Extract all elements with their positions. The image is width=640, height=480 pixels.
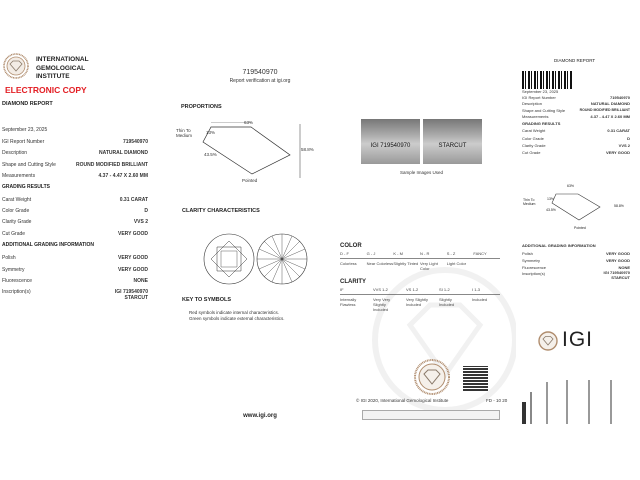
rp-label: Clarity Grade: [522, 143, 546, 148]
rp-row: [522, 258, 630, 263]
table-pct: 63%: [244, 120, 254, 125]
electronic-copy-label: ELECTRONIC COPY: [5, 85, 87, 95]
additional-value: NONE: [133, 278, 148, 284]
clarity-desc: Internally Flawless: [340, 297, 357, 307]
proportions-diagram: [200, 122, 315, 184]
additional-row: [2, 267, 148, 273]
rp-row: [522, 251, 630, 256]
sample-image-label: IGI 719540970: [370, 143, 411, 149]
additional-label: Polish: [2, 255, 16, 261]
grading-row: [2, 197, 148, 203]
clarity-desc: Slightly Included: [439, 297, 455, 307]
field-value: 4.37 - 4.47 X 2.60 MM: [98, 173, 148, 179]
color-grades-row: [340, 251, 500, 256]
rp-table-pct: 63%: [567, 184, 575, 188]
field-row: [2, 162, 148, 168]
color-grade: S - Z: [446, 251, 456, 256]
culet-label: Pointed: [242, 178, 258, 183]
org-line: GEMOLOGICAL: [36, 64, 86, 72]
rp-value: NATURAL DIAMOND: [590, 101, 630, 106]
additional-value: VERY GOOD: [117, 267, 148, 273]
rp-girdle-label: Thin To Medium: [523, 198, 536, 206]
rp-date: [522, 89, 630, 94]
rp-crown-pct: 13%: [547, 197, 555, 201]
rp-heading-text: ADDITIONAL GRADING INFORMATION: [522, 243, 596, 248]
grading-row: [2, 231, 148, 237]
additional-info-heading: ADDITIONAL GRADING INFORMATION: [2, 242, 95, 248]
org-line: INTERNATIONAL: [36, 56, 89, 63]
sample-image-inscription: [361, 119, 420, 164]
org-name: [36, 56, 89, 82]
rp-additional-heading: [522, 243, 630, 248]
rp-value: VERY GOOD: [605, 251, 630, 256]
clarity-grade: SI 1-2: [439, 287, 450, 292]
pavilion-pct: 43.5%: [204, 152, 217, 157]
security-notice-bar: [362, 410, 500, 420]
inscription-value: [115, 289, 148, 301]
additional-label: Symmetry: [2, 267, 25, 273]
sample-images-caption: Sample Images Used: [399, 170, 444, 175]
org-line: INSTITUTE: [36, 73, 70, 80]
rp-value: 0.31 CARAT: [607, 128, 630, 133]
rp-value: VERY GOOD: [605, 258, 630, 263]
additional-row: [2, 289, 148, 301]
rp-row: [522, 101, 630, 106]
field-value: ROUND MODIFIED BRILLIANT: [76, 162, 148, 168]
additional-row: [2, 278, 148, 284]
depth-pct: 58.8%: [301, 147, 314, 152]
field-label: Description: [2, 150, 28, 156]
rp-row: [522, 143, 630, 148]
rp-inscription: STARCUT: [611, 274, 630, 280]
divider: [340, 258, 500, 259]
rp-depth-pct: 58.8%: [614, 204, 624, 208]
clarity-plot-pavilion-view: [256, 233, 308, 285]
rp-value: D: [627, 136, 630, 141]
clarity-desc: Very Slightly Included: [406, 297, 429, 307]
field-label: Shape and Cutting Style: [2, 162, 56, 168]
rotated-text-block: [588, 380, 590, 424]
additional-label: Fluorescence: [2, 278, 33, 284]
clarity-desc: Very Very Slightly Included: [373, 297, 391, 312]
report-date: [2, 127, 148, 133]
igi-seal-icon: [414, 359, 450, 395]
clarity-grade: I 1-3: [472, 287, 481, 292]
color-scale-heading: COLOR: [340, 243, 362, 249]
rp-label: Description: [522, 101, 543, 106]
color-grade: D - F: [340, 251, 349, 256]
rp-value: ROUND MODIFIED BRILLIANT: [579, 108, 630, 112]
rp-label: Shape and Cutting Style: [522, 108, 566, 113]
website-link[interactable]: www.igi.org: [243, 413, 277, 419]
key-line-green: Green symbols indicate external characteristics.: [189, 316, 285, 321]
rp-label: Inscription(s): [522, 271, 545, 276]
grading-label: Cut Grade: [2, 231, 26, 237]
rp-grading-heading: [522, 121, 630, 126]
proportions-heading: PROPORTIONS: [181, 104, 222, 110]
rp-rotated-summary: [522, 372, 630, 427]
rp-igi-brand: IGI: [562, 328, 594, 351]
crown-pct: 13%: [206, 130, 216, 135]
grading-value: 0.31 CARAT: [119, 197, 148, 203]
additional-label: Inscription(s): [2, 289, 31, 295]
color-desc: Near Colorless: [366, 261, 394, 266]
field-row: [2, 139, 148, 145]
rp-value: VVS 2: [618, 143, 630, 148]
grading-label: Carat Weight: [2, 197, 32, 203]
rp-proportions-diagram: [550, 192, 610, 224]
clarity-desc: Included: [472, 297, 488, 302]
additional-value: VERY GOOD: [117, 255, 148, 261]
field-label: IGI Report Number: [2, 139, 45, 145]
inscription-line: IGI 719540970: [114, 289, 148, 295]
color-desc: Slightly Tinted: [393, 261, 419, 266]
color-desc: Very Light Color: [420, 261, 438, 271]
color-grade: G - J: [366, 251, 376, 256]
rp-label: Fluorescence: [522, 265, 547, 270]
copyright-text: © IGI 2020, International Gemological Institute: [356, 398, 449, 403]
clarity-grade: VVS 1-2: [373, 287, 388, 292]
rp-row: [522, 128, 630, 133]
rp-heading-text: GRADING RESULTS: [522, 121, 561, 126]
grading-row: [2, 208, 148, 214]
form-code: FD - 10 20: [486, 398, 508, 403]
rp-label: Measurements: [522, 114, 549, 119]
rp-label: Symmetry: [522, 258, 540, 263]
report-number-heading: 719540970: [242, 69, 278, 76]
rp-label: IGI Report Number: [522, 95, 556, 100]
additional-row: [2, 255, 148, 261]
report-type-title: DIAMOND REPORT: [2, 101, 53, 107]
rotated-text-block: [566, 380, 568, 424]
rp-row: [522, 271, 630, 280]
rp-label: Carat Weight: [522, 128, 546, 133]
grading-value: VVS 2: [133, 219, 148, 225]
field-value: 719540970: [122, 139, 148, 145]
rp-row: [522, 150, 630, 155]
color-grade: FANCY: [473, 251, 487, 256]
right-panel-title: DIAMOND REPORT: [554, 58, 596, 63]
grading-label: Color Grade: [2, 208, 30, 214]
rp-igi-seal-icon: [538, 331, 558, 351]
rotated-text-block: [546, 382, 548, 424]
clarity-grade: IF: [340, 287, 344, 292]
field-row: [2, 150, 148, 156]
field-row: [2, 173, 148, 179]
clarity-characteristics-heading: CLARITY CHARACTERISTICS: [182, 208, 260, 214]
sample-image-label: STARCUT: [438, 143, 467, 149]
igi-seal-logo: [3, 53, 29, 79]
clarity-plot-crown-view: [203, 233, 255, 285]
key-line-red: Red symbols indicate internal characteristics.: [189, 310, 280, 315]
clarity-scale-heading: CLARITY: [340, 279, 366, 285]
rotated-text-block: [522, 402, 526, 424]
rp-value: VERY GOOD: [605, 150, 630, 155]
rp-value: NONE: [618, 265, 630, 270]
color-desc: Colorless: [340, 261, 357, 266]
rp-value: [604, 271, 630, 280]
grading-row: [2, 219, 148, 225]
grading-value: VERY GOOD: [117, 231, 148, 237]
verification-link[interactable]: Report verification at igi.org: [229, 78, 291, 84]
rotated-text-block: [530, 392, 532, 424]
rp-value: 4.37 - 4.47 X 2.60 MM: [590, 114, 630, 119]
rp-value: 719540970: [609, 95, 630, 100]
grading-results-heading: GRADING RESULTS: [2, 184, 50, 190]
color-desc: Light Color: [446, 261, 467, 266]
key-to-symbols-heading: KEY TO SYMBOLS: [182, 297, 232, 303]
rp-label: Color Grade: [522, 136, 544, 141]
rp-culet-label: Pointed: [574, 226, 586, 230]
inscription-line: STARCUT: [124, 295, 148, 301]
date-value: September 23, 2025: [2, 127, 48, 133]
girdle-label: Thin To Medium: [176, 128, 193, 138]
rp-label: Polish: [522, 251, 533, 256]
rp-row: [522, 136, 630, 141]
color-grade: N - R: [420, 251, 430, 256]
rp-label: Cut Grade: [522, 150, 541, 155]
grading-label: Clarity Grade: [2, 219, 32, 225]
qr-code[interactable]: [463, 366, 488, 391]
grading-value: D: [144, 208, 148, 214]
field-label: Measurements: [2, 173, 36, 179]
sample-image-starcut: [423, 119, 482, 164]
color-grade: K - M: [393, 251, 403, 256]
rp-inscription: IGI 719540970: [603, 270, 630, 275]
rotated-text-block: [610, 380, 612, 424]
rp-date-value: September 23, 2025: [522, 89, 559, 94]
rp-row: [522, 95, 630, 100]
barcode: [522, 71, 572, 89]
field-value: NATURAL DIAMOND: [99, 150, 148, 156]
rp-pavilion-pct: 43.5%: [546, 208, 556, 212]
rp-row: [522, 108, 630, 113]
rp-row: [522, 114, 630, 119]
clarity-grade: VS 1-2: [406, 287, 419, 292]
